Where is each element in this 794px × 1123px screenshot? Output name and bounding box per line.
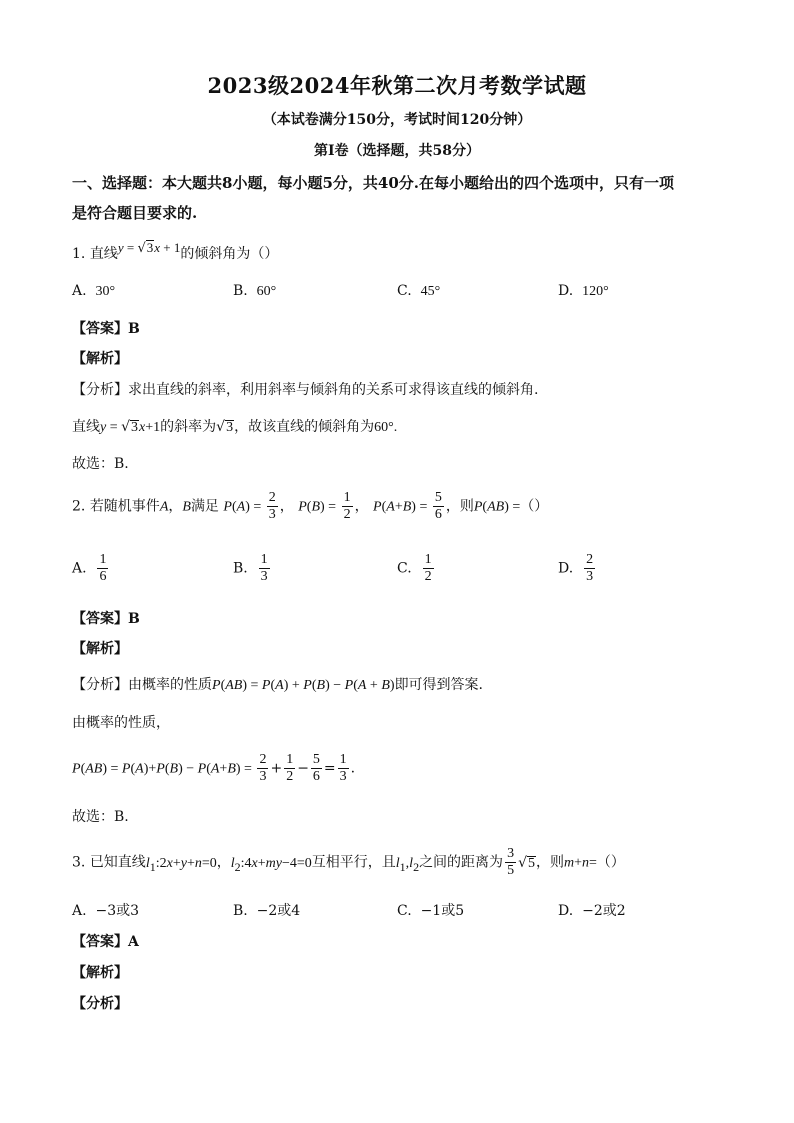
- q2-sol-line1: 由概率的性质，: [72, 715, 170, 731]
- q1-option-c[interactable]: C. 45°: [397, 283, 441, 299]
- q2-jiexi: 【解析】: [72, 641, 128, 657]
- q2-choose: 故选：B.: [72, 809, 129, 825]
- section-heading-line2: 是符合题目要求的.: [72, 204, 198, 222]
- q1-option-d[interactable]: D. 120°: [558, 283, 609, 299]
- q2-sol-formula: P(AB) = P(A)+P(B) − P(A+B) = $\frac{2}{3}$ + $\frac{1}{2}$ − $\frac{5}{6}$ = $\frac{1}{3}$ .: [72, 752, 356, 784]
- q1-equation: y = √3x + 1: [117, 240, 181, 256]
- q1-choose: 故选：B.: [72, 456, 129, 472]
- q3-option-c[interactable]: C. −1或5: [397, 903, 465, 919]
- q3-option-b[interactable]: B. −2或4: [233, 903, 301, 919]
- question-1-stem: 1. 直线y = √3x + 1的倾斜角为（）: [72, 240, 279, 262]
- q3-fenxi: 【分析】: [72, 996, 128, 1012]
- q3-jiexi: 【解析】: [72, 965, 128, 981]
- volume-heading: 第I卷（选择题，共58分）: [313, 143, 481, 159]
- q1-solution: 直线y = √3x+1的斜率为√3，故该直线的倾斜角为60°.: [72, 419, 398, 435]
- q1-option-b[interactable]: B. 60°: [233, 283, 277, 299]
- q1-option-a[interactable]: A. 30°: [72, 283, 116, 299]
- q3-answer: 【答案】A: [72, 934, 139, 950]
- q2-option-a[interactable]: A. $\frac{1}{6}$: [72, 552, 107, 584]
- exam-info: （本试卷满分150分，考试时间120分钟）: [262, 112, 532, 128]
- q2-option-c[interactable]: C. $\frac{1}{2}$: [397, 552, 432, 584]
- q2-answer: 【答案】B: [72, 611, 140, 627]
- q3-option-d[interactable]: D. −2或2: [558, 903, 626, 919]
- q3-option-a[interactable]: A. −3或3: [72, 903, 140, 919]
- q2-option-b[interactable]: B. $\frac{1}{3}$: [233, 552, 268, 584]
- q1-answer: 【答案】B: [72, 321, 140, 337]
- question-3-stem: 3. 已知直线$l_1:2x+y+n=0$，$l_2:4x+my-4=0$互相平行，且$l_1,l_2$之间的距离为 $\frac{3}{5}$ √5，则m+n=（）: [72, 846, 625, 878]
- question-2-stem: 2. 若随机事件A，B满足 P(A) = $\frac{2}{3}$ ， P(B) = $\frac{1}{2}$ ， P(A+B) = $\frac{5}{6}$ ，则P(AB) =（）: [72, 490, 549, 522]
- q2-option-d[interactable]: D. $\frac{2}{3}$: [558, 552, 594, 584]
- section-heading-line1: 一、选择题：本大题共8小题，每小题5分，共40分.在每小题给出的四个选项中，只有一项: [72, 174, 674, 192]
- section-heading: [72, 168, 732, 228]
- q2-fenxi: 【分析】由概率的性质P(AB) = P(A) + P(B) − P(A + B)即可得到答案.: [72, 677, 484, 693]
- q1-jiexi: 【解析】: [72, 351, 128, 367]
- q1-fenxi: 【分析】求出直线的斜率，利用斜率与倾斜角的关系可求得该直线的倾斜角.: [72, 382, 539, 398]
- page-title: 2023级2024年秋第二次月考数学试题: [207, 73, 587, 98]
